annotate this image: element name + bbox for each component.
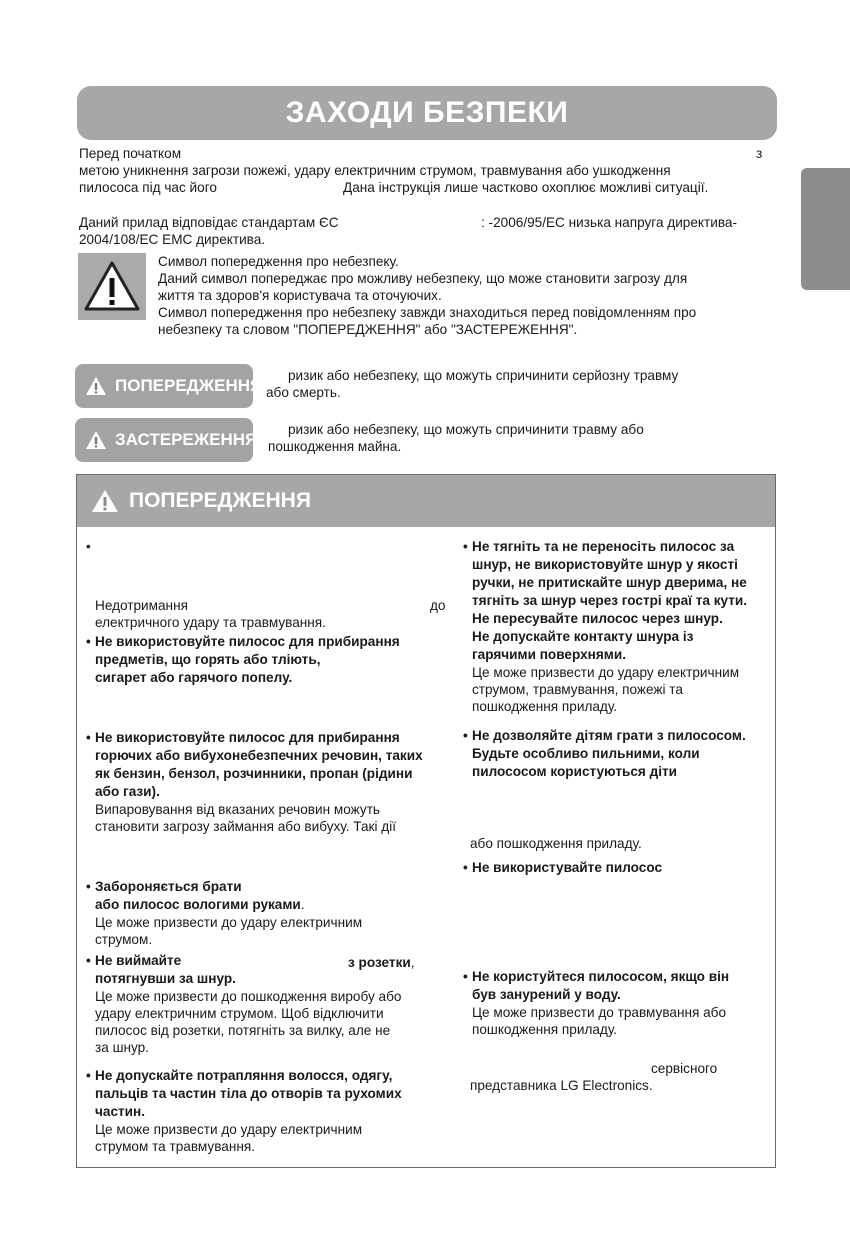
right-item-5-line-1: сервісного [651, 1061, 718, 1076]
left-item-6-line-1: • Не допускайте потрапляння волосся, одягу, [86, 1068, 393, 1083]
intro-line-3-end: Дана інструкція лише частково охоплює можливі ситуації. [343, 180, 709, 195]
intro-line-1-start: Перед початком [79, 146, 182, 161]
right-item-1-line-10: пошкодження приладу. [472, 699, 618, 714]
symbol-line-3: життя та здоров'я користувача та оточуючих. [158, 288, 442, 303]
left-item-3-line-5: Випаровування від вказаних речовин можуть [95, 802, 381, 817]
left-item-4-line-4: струмом. [95, 932, 153, 947]
left-item-5-line-1a: • Не виймайте [86, 953, 182, 968]
left-item-1-text-a: Недотримання [95, 598, 188, 613]
caution-label-badge [75, 418, 258, 462]
right-item-4-line-2: був занурений у воду. [472, 987, 621, 1002]
right-item-1-line-2: шнур, не використовуйте шнур у якості [472, 557, 738, 572]
left-item-2-line-3: сигарет або гарячого попелу. [95, 670, 293, 685]
left-item-5-line-3: Це може призвести до пошкодження виробу або [95, 989, 402, 1004]
warnings-panel-heading [77, 475, 775, 527]
intro-line-2: метою уникнення загрози пожежі, удару електричним струмом, травмування або ушкодження [79, 163, 671, 178]
left-item-4-line-3: Це може призвести до удару електричним [95, 915, 363, 930]
right-item-2-line-1: • Не дозволяйте дітям грати з пилососом. [463, 728, 746, 743]
right-item-4-line-3: Це може призвести до травмування або [472, 1005, 727, 1020]
warning-triangle-icon [85, 376, 107, 396]
page-title: ЗАХОДИ БЕЗПЕКИ [77, 86, 777, 140]
right-item-1-line-6: Не допускайте контакту шнура із [472, 629, 694, 644]
right-item-2-line-2: Будьте особливо пильними, коли [472, 746, 700, 761]
caution-desc-1: ризик або небезпеку, що можуть спричинити травму або [288, 422, 644, 437]
left-item-5-line-1b: з розетки, [348, 955, 415, 970]
left-item-3-line-4: або гази). [95, 784, 160, 799]
standard-line-1-end: : -2006/95/ЕС низька напруга директива- [481, 215, 738, 230]
left-item-1-text-b: електричного удару та травмування. [95, 615, 326, 630]
warning-label-badge [75, 364, 263, 408]
right-item-1-line-4: тягніть за шнур через гострі краї та кути. [472, 593, 748, 608]
left-item-3-line-2: горючих або вибухонебезпечних речовин, таких [95, 748, 423, 763]
left-item-4-line-2: або пилосос вологими руками. [95, 897, 305, 912]
standard-line-1-start: Даний прилад відповідає стандартам ЄС [79, 215, 339, 230]
right-item-3-line-1: • Не використувайте пилосос [463, 860, 663, 875]
right-item-5-line-2: представника LG Electronics. [470, 1078, 653, 1093]
left-item-5-line-6: за шнур. [95, 1040, 149, 1055]
left-item-2-line-1: • Не використовуйте пилосос для прибирання [86, 634, 400, 649]
warning-triangle-icon [78, 253, 146, 320]
left-item-6-line-5: струмом та травмування. [95, 1139, 256, 1154]
left-item-1-text-a-end: до [430, 598, 446, 613]
warning-desc-1: ризик або небезпеку, що можуть спричинити серйозну травму [288, 368, 679, 383]
symbol-line-4: Символ попередження про небезпеку завжди знаходиться перед повідомленням про [158, 305, 697, 320]
left-item-3-line-6: становити загрозу займання або вибуху. Такі дії [95, 819, 397, 834]
left-item-3-line-1: • Не використовуйте пилосос для прибирання [86, 730, 400, 745]
caution-label-text: ЗАСТЕРЕЖЕННЯ [115, 430, 258, 449]
symbol-line-1: Символ попередження про небезпеку. [158, 254, 399, 269]
left-item-3-line-3: як бензин, бензол, розчинники, пропан (рідини [95, 766, 413, 781]
warning-symbol-box [78, 253, 146, 320]
list-item-bullet: • [86, 539, 91, 554]
left-item-2-line-2: предметів, що горять або тліють, [95, 652, 321, 667]
left-item-6-line-2: пальців та частин тіла до отворів та рухомих [95, 1086, 402, 1101]
right-item-1-line-8: Це може призвести до удару електричним [472, 665, 740, 680]
intro-line-3-start: пилососа під час його [79, 180, 217, 195]
symbol-line-2: Даний символ попереджає про можливу небезпеку, що може становити загрозу для [158, 271, 688, 286]
warning-triangle-icon [85, 430, 107, 450]
warning-label-text: ПОПЕРЕДЖЕННЯ [115, 376, 263, 395]
warnings-panel-title: ПОПЕРЕДЖЕННЯ [129, 489, 311, 512]
left-item-6-line-3: частин. [95, 1104, 146, 1119]
warning-triangle-icon [91, 489, 119, 513]
left-item-5-line-2: потягнувши за шнур. [95, 971, 236, 986]
warning-desc-2: або смерть. [266, 385, 341, 400]
right-item-1-line-9: струмом, травмування, пожежі та [472, 682, 683, 697]
left-item-5-line-4: удару електричним струмом. Щоб відключити [95, 1006, 384, 1021]
intro-line-1-end: з [756, 146, 763, 161]
right-item-4-line-1: • Не користуйтеся пилососом, якщо він [463, 969, 730, 984]
left-item-5-line-5: пилосос від розетки, потягніть за вилку, але не [95, 1023, 391, 1038]
right-item-1-line-3: ручки, не притискайте шнур дверима, не [472, 575, 747, 590]
right-item-1-line-5: Не пересувайте пилосос через шнур. [472, 611, 723, 626]
left-item-6-line-4: Це може призвести до удару електричним [95, 1122, 363, 1137]
section-side-tab [801, 168, 850, 290]
right-item-1-line-1: • Не тягніть та не переносіть пилосос за [463, 539, 735, 554]
left-item-4-line-1: • Забороняється брати [86, 879, 242, 894]
right-item-4-line-4: пошкодження приладу. [472, 1022, 618, 1037]
symbol-line-5: небезпеку та словом "ПОПЕРЕДЖЕННЯ" або "ЗАСТЕРЕЖЕННЯ". [158, 322, 578, 337]
right-item-2-line-3: пилососом користуються діти [472, 764, 678, 779]
right-item-2-line-4: або пошкодження приладу. [470, 836, 642, 851]
right-item-1-line-7: гарячими поверхнями. [472, 647, 626, 662]
caution-desc-2: пошкодження майна. [268, 439, 402, 454]
standard-line-2: 2004/108/ЕС ЕМС директива. [79, 232, 266, 247]
